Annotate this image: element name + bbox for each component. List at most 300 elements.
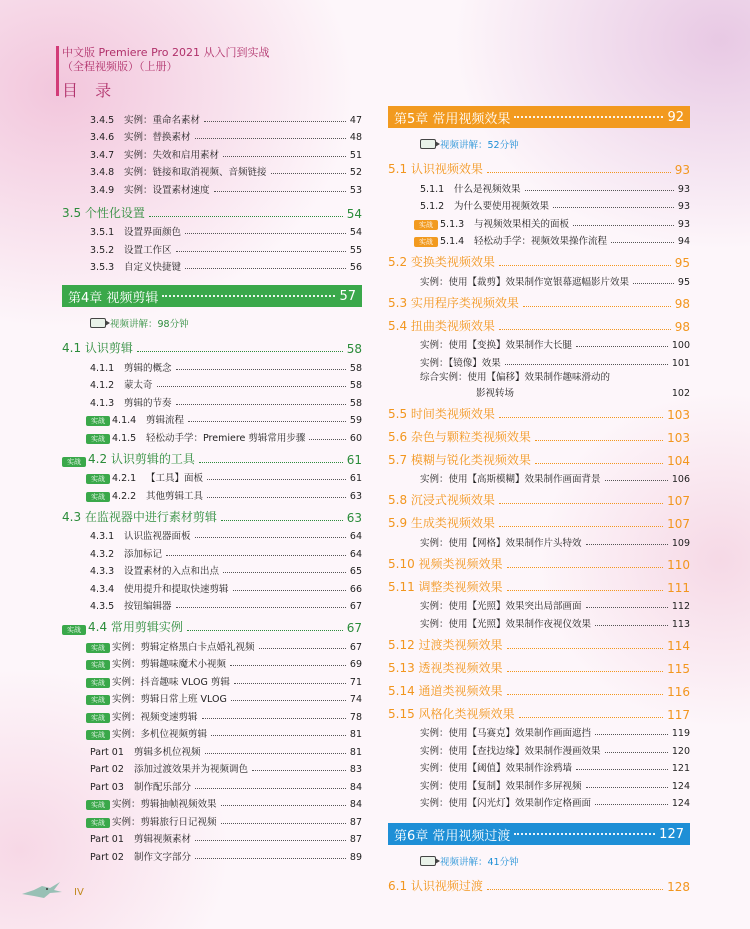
- item-text: 实例：替换素材: [124, 132, 191, 143]
- leader-dots: [230, 665, 346, 666]
- page-number: 66: [349, 583, 362, 595]
- item-text: 实例：链接和取消视频、音频链接: [124, 167, 267, 178]
- item-text: 实例：使用【复制】效果制作多屏视频: [420, 780, 582, 792]
- practice-badge-icon: 实战: [414, 220, 438, 230]
- item-number: 4.1.2: [90, 380, 115, 391]
- list-4-2: [62, 467, 362, 502]
- leader-dots: [523, 306, 671, 307]
- page-number: 95: [674, 256, 690, 270]
- leader-dots: [271, 173, 346, 174]
- section-label: 5.2 变换类视频效果: [388, 255, 495, 269]
- leader-dots: [507, 671, 664, 672]
- list-item[interactable]: [62, 845, 362, 863]
- book-title-line1: 中文版 Premiere Pro 2021 从入门到实战: [62, 46, 270, 59]
- section-label: 4.4 常用剪辑实例: [88, 620, 183, 634]
- leader-dots: [586, 544, 668, 545]
- practice-badge-icon: 实战: [86, 474, 110, 484]
- list-item-multiline[interactable]: [388, 369, 690, 399]
- hummingbird-icon: [20, 880, 64, 904]
- item-text: 实例：使用【查找边缘】效果制作漫画效果: [420, 745, 601, 757]
- page-number: 114: [667, 638, 690, 653]
- list-item[interactable]: [62, 723, 362, 741]
- list-item[interactable]: [62, 705, 362, 723]
- item-text: 实例：使用【裁剪】效果制作宽银幕遮幅影片效果: [420, 276, 630, 288]
- leader-dots: [525, 190, 674, 191]
- item-text: 剪辑的概念: [124, 362, 172, 374]
- page-number: 101: [671, 357, 690, 369]
- list-item[interactable]: [388, 531, 690, 549]
- page-number: 53: [349, 184, 362, 196]
- video-camera-icon: [420, 139, 436, 149]
- item-text: 实例：使用【光照】效果制作夜视仪效果: [420, 618, 592, 630]
- leader-dots: [221, 823, 346, 824]
- page-number: 58: [346, 342, 362, 356]
- section-5-6[interactable]: [388, 422, 690, 445]
- item-text: 实例：抖音趣味 VLOG 剪辑: [112, 676, 230, 688]
- page-header: [62, 46, 270, 101]
- leader-dots: [586, 607, 668, 608]
- page-number: 116: [667, 684, 690, 699]
- item-number: 4.1.5: [112, 432, 137, 444]
- leader-dots: [195, 537, 346, 538]
- section-label: 5.3 实用程序类视频效果: [388, 295, 519, 310]
- item-text: 剪辑多机位视频: [134, 746, 201, 758]
- leader-dots: [487, 889, 663, 890]
- chapter-6-banner[interactable]: [388, 823, 690, 845]
- footer-page-number: IV: [74, 886, 84, 898]
- page-number: 57: [339, 288, 356, 304]
- item-text: 实例：使用【高斯模糊】效果制作画面背景: [420, 474, 601, 485]
- item-number: 4.1.4: [112, 415, 137, 426]
- section-label: 5.7 模糊与锐化类视频效果: [388, 452, 531, 467]
- list-item[interactable]: [388, 792, 690, 810]
- section-4-2[interactable]: [62, 444, 362, 467]
- list-4-4: [62, 635, 362, 740]
- list-item[interactable]: [62, 374, 362, 392]
- item-number: 5.1.2: [420, 201, 445, 212]
- page-number: 67: [349, 601, 362, 612]
- page-number: 58: [349, 397, 362, 409]
- item-text: 剪辑视频素材: [134, 834, 192, 845]
- list-4-3: [62, 525, 362, 613]
- list-5-9: [388, 531, 690, 549]
- item-text: 设置界面颜色: [124, 227, 182, 238]
- leader-dots: [499, 265, 671, 266]
- page-number: 107: [667, 517, 690, 531]
- section-5-14[interactable]: [388, 676, 690, 699]
- section-label: 6.1 认识视频过渡: [388, 879, 483, 893]
- list-5-1-practice: [388, 212, 690, 247]
- item-text: 实例：剪辑抽帧视频效果: [112, 799, 217, 810]
- item-number: 3.5.3: [90, 262, 115, 273]
- list-4-4-parts-a: [62, 740, 362, 793]
- section-label: 5.10 视频类视频效果: [388, 556, 503, 571]
- section-5-8[interactable]: [388, 485, 690, 508]
- leader-dots: [514, 116, 663, 118]
- item-text: 【工具】面板: [146, 473, 204, 484]
- video-camera-icon: [420, 856, 436, 866]
- item-text: 实例：重命名素材: [124, 114, 201, 126]
- item-text: 剪辑的节奏: [124, 397, 172, 409]
- page-number: 93: [677, 201, 690, 212]
- section-3-5[interactable]: [62, 198, 362, 221]
- practice-badge-icon: 实战: [86, 660, 110, 670]
- section-5-3[interactable]: [388, 288, 690, 311]
- item-number: Part 03: [90, 781, 124, 793]
- item-text: 与视频效果相关的面板: [474, 218, 570, 230]
- list-3-4: [62, 108, 362, 196]
- page-number: 84: [349, 799, 362, 810]
- list-item[interactable]: [388, 351, 690, 369]
- leader-dots: [507, 694, 664, 695]
- item-line2: 影视转场: [476, 387, 515, 399]
- leader-dots: [576, 346, 668, 347]
- video-duration-text: 视频讲解：41分钟: [440, 857, 519, 868]
- leader-dots: [605, 752, 668, 753]
- list-item[interactable]: [62, 238, 362, 256]
- section-5-15[interactable]: [388, 699, 690, 722]
- list-item[interactable]: [388, 722, 690, 740]
- item-number: Part 01: [90, 834, 124, 845]
- section-5-4[interactable]: [388, 311, 690, 334]
- section-5-2[interactable]: [388, 247, 690, 270]
- item-text: 其他剪辑工具: [146, 490, 204, 502]
- chapter-label: 第4章 视频剪辑: [68, 290, 159, 306]
- item-number: 3.4.5: [90, 114, 115, 126]
- section-label: 3.5 个性化设置: [62, 205, 145, 220]
- practice-badge-icon: 实战: [62, 625, 86, 635]
- leader-dots: [221, 520, 343, 521]
- list-item[interactable]: [62, 793, 362, 811]
- item-number: 4.2.2: [112, 490, 137, 502]
- toc-title: 目 录: [62, 81, 118, 100]
- list-item[interactable]: [388, 195, 690, 213]
- chapter-label: 第5章 常用视频效果: [394, 111, 511, 127]
- leader-dots: [195, 788, 346, 789]
- section-label: 5.12 过渡类视频效果: [388, 637, 503, 652]
- list-item[interactable]: [62, 542, 362, 560]
- item-text: 剪辑流程: [146, 415, 185, 426]
- list-5-1: [388, 177, 690, 212]
- leader-dots: [231, 700, 346, 701]
- list-item[interactable]: [62, 577, 362, 595]
- page-number: 65: [349, 566, 362, 577]
- section-5-10[interactable]: [388, 549, 690, 572]
- list-item[interactable]: [62, 143, 362, 161]
- page-number: 95: [677, 276, 690, 288]
- toc-right-column: [388, 106, 690, 894]
- leader-dots: [185, 233, 346, 234]
- leader-dots: [204, 121, 346, 122]
- item-number: Part 02: [90, 764, 124, 775]
- page-number: 64: [349, 531, 362, 542]
- page-number: 69: [349, 659, 362, 670]
- list-item[interactable]: [62, 810, 362, 828]
- list-item[interactable]: [388, 757, 690, 775]
- leader-dots: [157, 386, 346, 387]
- section-5-1[interactable]: [388, 154, 690, 177]
- item-number: 4.3.1: [90, 531, 115, 542]
- list-item[interactable]: [388, 468, 690, 486]
- list-item[interactable]: [62, 595, 362, 613]
- list-5-15: [388, 722, 690, 810]
- item-number: 3.5.2: [90, 244, 115, 256]
- item-text: 轻松动手学：视频效果操作流程: [474, 236, 608, 247]
- page-number: 92: [667, 109, 684, 125]
- list-item[interactable]: [62, 108, 362, 126]
- video-camera-icon: [90, 318, 106, 328]
- item-number: 4.1.3: [90, 397, 115, 409]
- section-5-5[interactable]: [388, 399, 690, 422]
- list-item[interactable]: [62, 356, 362, 374]
- list-item[interactable]: [62, 670, 362, 688]
- item-text: 实例：使用【闪光灯】效果制作定格画面: [420, 798, 592, 809]
- list-item[interactable]: [62, 256, 362, 274]
- leader-dots: [553, 207, 674, 208]
- list-item[interactable]: [62, 409, 362, 427]
- list-item[interactable]: [62, 391, 362, 409]
- page-number: 94: [677, 236, 690, 247]
- page-number: 115: [667, 661, 690, 676]
- item-text: 实例：失效和启用素材: [124, 149, 220, 161]
- item-text: 制作文字部分: [134, 851, 192, 863]
- section-4-1[interactable]: [62, 333, 362, 356]
- list-5-2: [388, 270, 690, 288]
- leader-dots: [211, 735, 346, 736]
- item-number: 4.3.3: [90, 566, 115, 577]
- leader-dots: [207, 479, 346, 480]
- item-text: 制作配乐部分: [134, 781, 192, 793]
- leader-dots: [205, 753, 346, 754]
- item-text: 实例：【镜像】效果: [420, 357, 501, 369]
- section-4-4[interactable]: [62, 612, 362, 635]
- leader-dots: [234, 683, 346, 684]
- leader-dots: [507, 648, 664, 649]
- video-duration-5: [388, 134, 690, 154]
- section-4-3[interactable]: [62, 502, 362, 525]
- list-item[interactable]: [62, 653, 362, 671]
- video-duration-4: [62, 313, 362, 333]
- item-number: Part 01: [90, 746, 124, 758]
- item-number: 3.4.9: [90, 184, 115, 196]
- page-footer: [20, 880, 84, 904]
- leader-dots: [199, 462, 343, 463]
- page-number: 59: [349, 415, 362, 426]
- leader-dots: [166, 555, 346, 556]
- leader-dots: [176, 251, 346, 252]
- section-5-7[interactable]: [388, 445, 690, 468]
- practice-badge-icon: 实战: [86, 434, 110, 444]
- item-text: 添加标记: [124, 548, 163, 560]
- book-title-line2: （全程视频版）（上册）: [62, 60, 178, 73]
- page-number: 67: [349, 641, 362, 653]
- page-number: 128: [667, 880, 690, 894]
- page-number: 74: [349, 694, 362, 705]
- chapter-5-banner[interactable]: [388, 106, 690, 128]
- item-number: 3.4.6: [90, 132, 115, 143]
- list-5-7: [388, 468, 690, 486]
- page-number: 107: [667, 494, 690, 508]
- section-label: 5.9 生成类视频效果: [388, 516, 495, 530]
- leader-dots: [176, 607, 346, 608]
- page-number: 111: [667, 580, 690, 595]
- item-text: 设置工作区: [124, 244, 172, 256]
- list-item[interactable]: [388, 774, 690, 792]
- item-text: 实例：使用【变换】效果制作大长腿: [420, 340, 573, 351]
- leader-dots: [176, 404, 346, 405]
- list-item[interactable]: [388, 334, 690, 352]
- leader-dots: [514, 833, 655, 835]
- item-text: 实例：使用【网格】效果制作片头特效: [420, 537, 582, 549]
- list-item[interactable]: [388, 270, 690, 288]
- leader-dots: [223, 572, 346, 573]
- section-label: 5.5 时间类视频效果: [388, 406, 495, 421]
- list-item[interactable]: [62, 467, 362, 485]
- section-label: 4.1 认识剪辑: [62, 341, 133, 355]
- list-item[interactable]: [62, 484, 362, 502]
- leader-dots: [595, 625, 668, 626]
- page-number: 93: [677, 218, 690, 230]
- page-number: 98: [674, 296, 690, 311]
- page-number: 61: [346, 452, 362, 467]
- item-text: 实例：使用【阈值】效果制作涂鸦墙: [420, 763, 573, 774]
- section-5-12[interactable]: [388, 630, 690, 653]
- page-number: 71: [349, 676, 362, 688]
- leader-dots: [223, 156, 346, 157]
- list-item[interactable]: [388, 212, 690, 230]
- toc-left-column: [62, 108, 362, 863]
- item-number: 3.4.8: [90, 167, 115, 178]
- list-item[interactable]: [62, 525, 362, 543]
- item-text: 自定义快捷键: [124, 262, 182, 273]
- list-item[interactable]: [62, 740, 362, 758]
- item-text: 轻松动手学：Premiere 剪辑常用步骤: [146, 432, 306, 444]
- leader-dots: [535, 463, 663, 464]
- section-6-1[interactable]: [388, 871, 690, 894]
- chapter-4-banner[interactable]: [62, 285, 362, 307]
- section-label: 5.1 认识视频效果: [388, 162, 483, 176]
- page-number: 119: [671, 728, 690, 739]
- item-number: 4.3.4: [90, 583, 115, 595]
- practice-badge-icon: 实战: [86, 643, 110, 653]
- page-number: 81: [349, 746, 362, 758]
- page-number: 106: [671, 474, 690, 485]
- page-number: 89: [349, 851, 362, 863]
- list-5-4: [388, 334, 690, 369]
- leader-dots: [195, 840, 346, 841]
- section-label: 5.8 沉浸式视频效果: [388, 493, 495, 507]
- page-number: 58: [349, 362, 362, 374]
- section-5-11[interactable]: [388, 572, 690, 595]
- list-item[interactable]: [62, 161, 362, 179]
- item-number: 3.4.7: [90, 149, 115, 161]
- page-number: 113: [671, 618, 690, 630]
- leader-dots: [499, 329, 671, 330]
- page-number: 81: [349, 729, 362, 740]
- leader-dots: [505, 364, 668, 365]
- list-item[interactable]: [62, 688, 362, 706]
- leader-dots: [309, 439, 346, 440]
- list-item[interactable]: [388, 739, 690, 757]
- item-text: 什么是视频效果: [454, 183, 521, 195]
- list-item[interactable]: [388, 230, 690, 248]
- list-item[interactable]: [62, 828, 362, 846]
- page-number: 55: [349, 244, 362, 256]
- list-item[interactable]: [62, 560, 362, 578]
- item-text: 蒙太奇: [124, 380, 153, 391]
- list-4-1: [62, 356, 362, 409]
- item-number: 4.3.5: [90, 601, 115, 612]
- leader-dots: [202, 718, 346, 719]
- list-item[interactable]: [388, 612, 690, 630]
- leader-dots: [499, 503, 663, 504]
- page-number: 127: [659, 826, 684, 842]
- leader-dots: [507, 567, 664, 568]
- page-number: 93: [677, 183, 690, 195]
- page-number: 120: [671, 745, 690, 757]
- item-number: 5.1.1: [420, 183, 445, 195]
- header-accent-bar: [56, 46, 59, 96]
- list-item[interactable]: [62, 221, 362, 239]
- item-text: 设置素材的入点和出点: [124, 566, 220, 577]
- item-text: 实例：设置素材速度: [124, 184, 210, 196]
- page-number: 52: [349, 167, 362, 178]
- list-item[interactable]: [62, 635, 362, 653]
- list-item[interactable]: [62, 126, 362, 144]
- leader-dots: [499, 526, 663, 527]
- page-number: 64: [349, 548, 362, 560]
- list-item[interactable]: [62, 426, 362, 444]
- practice-badge-icon: 实战: [62, 457, 86, 467]
- leader-dots: [499, 417, 663, 418]
- section-5-13[interactable]: [388, 653, 690, 676]
- page-number: 93: [674, 163, 690, 177]
- item-text: 实例：剪辑趣味魔术小视频: [112, 659, 227, 670]
- video-duration-text: 视频讲解：98分钟: [110, 319, 189, 330]
- page-number: 63: [346, 510, 362, 525]
- list-item[interactable]: [388, 595, 690, 613]
- leader-dots: [176, 369, 346, 370]
- leader-dots: [185, 268, 346, 269]
- item-number: 3.5.1: [90, 227, 115, 238]
- page-number: 54: [346, 206, 362, 221]
- page-number: 110: [667, 557, 690, 572]
- item-text: 实例：剪辑旅行日记视频: [112, 816, 217, 828]
- list-item[interactable]: [62, 758, 362, 776]
- item-text: 实例：剪辑日常上班 VLOG: [112, 694, 227, 705]
- page-number: 56: [349, 262, 362, 273]
- page-number: 117: [667, 707, 690, 722]
- page-number: 87: [349, 834, 362, 845]
- leader-dots: [214, 191, 346, 192]
- list-item[interactable]: [388, 177, 690, 195]
- practice-badge-icon: 实战: [86, 678, 110, 688]
- page-number: 83: [349, 764, 362, 775]
- page-number: 121: [671, 763, 690, 774]
- practice-badge-icon: 实战: [86, 492, 110, 502]
- leader-dots: [611, 242, 674, 243]
- item-text: 实例：剪辑定格黑白卡点婚礼视频: [112, 641, 255, 653]
- section-5-9[interactable]: [388, 508, 690, 531]
- leader-dots: [187, 630, 343, 631]
- page-number: 98: [674, 319, 690, 334]
- list-item[interactable]: [62, 775, 362, 793]
- item-number: 5.1.4: [440, 236, 465, 247]
- leader-dots: [188, 421, 346, 422]
- leader-dots: [195, 858, 346, 859]
- leader-dots: [519, 717, 664, 718]
- list-item[interactable]: [62, 178, 362, 196]
